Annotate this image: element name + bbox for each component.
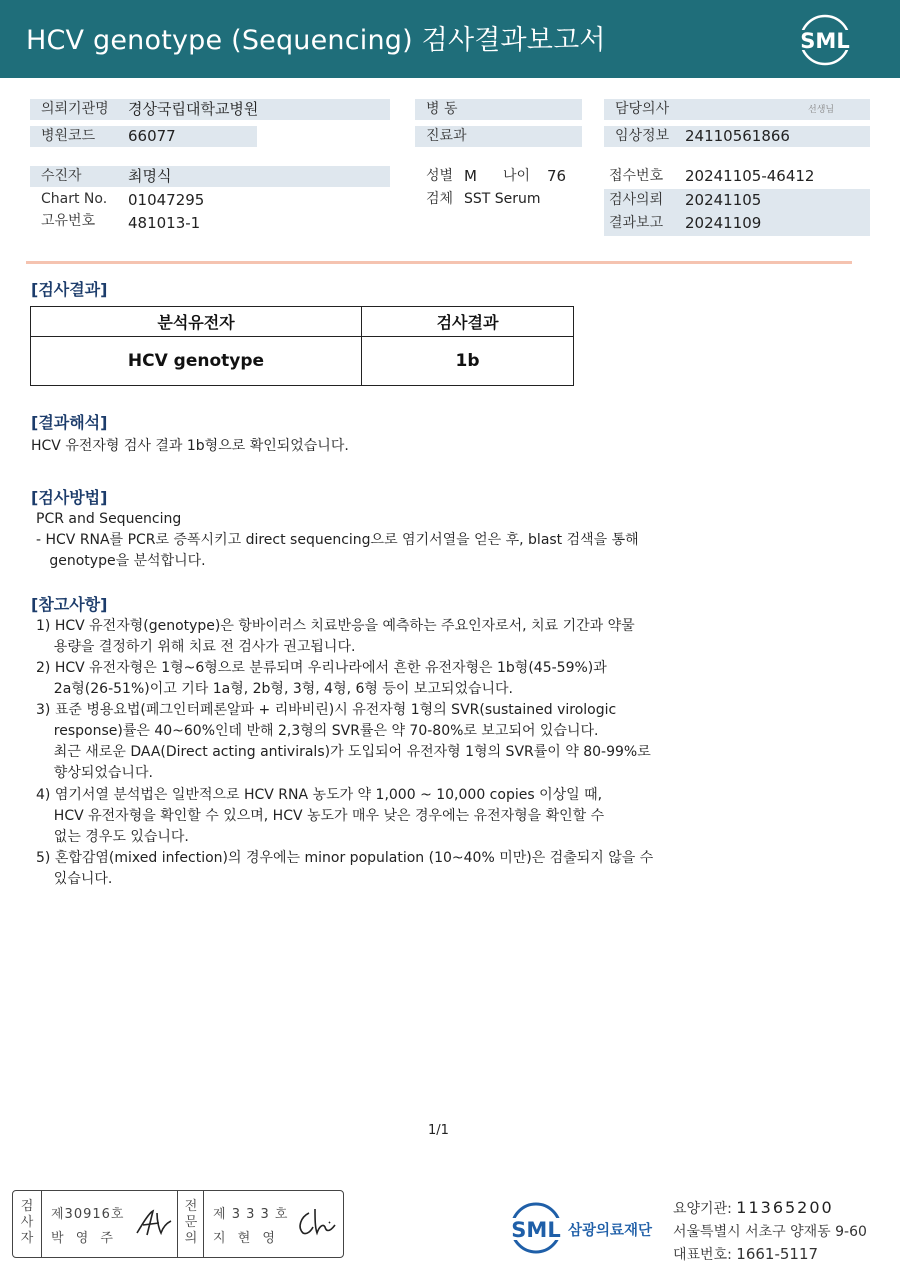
note-line: 용량을 결정하기 위해 치료 전 검사가 권고됩니다.	[36, 639, 356, 655]
chart-value: 01047295	[128, 191, 205, 209]
section-divider	[26, 261, 852, 264]
age-value: 76	[547, 167, 567, 185]
notes-section-title: [참고사항]	[31, 595, 108, 614]
result-cell: 1b	[455, 351, 480, 371]
patient-row	[30, 166, 390, 187]
request-value: 20241105	[685, 191, 762, 209]
inspector-signature	[133, 1205, 177, 1241]
specialist-license: 제 3 3 3 호	[213, 1207, 289, 1222]
signature-box	[12, 1190, 344, 1258]
page-number: 1/1	[428, 1123, 449, 1138]
dept-label: 진료과	[426, 128, 467, 144]
svg-text:SML: SML	[800, 29, 850, 53]
note-line: 5) 혼합감염(mixed infection)의 경우에는 minor population (10~40% 미만)은 검출되지 않을 수	[36, 850, 654, 866]
inspector-license: 제30916호	[51, 1207, 125, 1222]
note-line: 향상되었습니다.	[36, 765, 153, 781]
col-header-result: 검사결과	[436, 313, 499, 332]
note-line: 3) 표준 병용요법(페그인터페론알파 + 리바비린)시 유전자형 1형의 SVR(sustained virologic	[36, 702, 617, 718]
footer-sml-logo	[510, 1200, 660, 1256]
gene-cell: HCV genotype	[127, 351, 265, 371]
hospital-code-value: 66077	[128, 127, 176, 145]
specialist-name: 지 현 영	[213, 1231, 279, 1246]
interpretation-section-title: [결과해석]	[31, 413, 108, 432]
ward-row	[415, 99, 582, 120]
report-title: HCV genotype (Sequencing) 검사결과보고서	[26, 25, 606, 56]
age-label: 나이	[503, 168, 531, 184]
footer-address: 서울특별시 서초구 양재동 9-60	[673, 1224, 867, 1240]
receipt-label: 접수번호	[609, 168, 664, 184]
note-line: 2a형(26-51%)이고 기타 1a형, 2b형, 3형, 4형, 6형 등이 보고되었습니다.	[36, 681, 514, 697]
inspector-label: 검사자	[20, 1199, 34, 1246]
report-header	[0, 0, 900, 78]
inspector-name: 박 영 주	[51, 1231, 117, 1246]
dept-row	[415, 126, 582, 147]
note-line: 4) 염기서열 분석법은 일반적으로 HCV RNA 농도가 약 1,000 ~ 10,000 copies 이상일 때,	[36, 787, 603, 803]
note-line: HCV 유전자형을 확인할 수 있으며, HCV 농도가 매우 낮은 경우에는 유전자형을 확인할 수	[36, 808, 605, 824]
institution-label: 의뢰기관명	[41, 101, 109, 117]
results-section-title: [검사결과]	[31, 280, 108, 299]
id-label: 고유번호	[41, 213, 96, 229]
svg-text:SML: SML	[511, 1218, 561, 1242]
report-value: 20241109	[685, 214, 762, 232]
sml-logo	[796, 12, 854, 68]
specimen-value: SST Serum	[464, 191, 541, 207]
interpretation-text: HCV 유전자형 검사 결과 1b형으로 확인되었습니다.	[31, 438, 349, 454]
ward-label: 병 동	[426, 101, 458, 117]
note-line: 1) HCV 유전자형(genotype)은 항바이러스 치료반응을 예측하는 주요인자로서, 치료 기간과 약물	[36, 618, 635, 634]
sex-value: M	[464, 167, 477, 185]
method-line: - HCV RNA를 PCR로 증폭시키고 direct sequencing으로 염기서열을 얻은 후, blast 검색을 통해	[36, 532, 639, 548]
chart-label: Chart No.	[41, 191, 108, 207]
note-line: 있습니다.	[36, 871, 113, 887]
note-line: response)률은 40~60%인데 반해 2,3형의 SVR률은 약 70-80%로 보고되어 있습니다.	[36, 723, 599, 739]
note-line: 없는 경우도 있습니다.	[36, 829, 189, 845]
results-table	[30, 306, 574, 386]
patient-value: 최명식	[128, 167, 172, 185]
specialist-label: 전문의	[184, 1199, 198, 1246]
id-value: 481013-1	[128, 214, 201, 232]
method-line: genotype을 분석합니다.	[36, 553, 206, 569]
note-line: 2) HCV 유전자형은 1형~6형으로 분류되며 우리나라에서 흔한 유전자형은 1b형(45-59%)과	[36, 660, 607, 676]
hospital-code-label: 병원코드	[41, 128, 96, 144]
clinical-label: 임상정보	[615, 128, 670, 144]
method-line: PCR and Sequencing	[36, 511, 182, 527]
institution-value: 경상국립대학교병원	[128, 100, 259, 118]
clinical-value: 24110561866	[685, 127, 790, 145]
report-label: 결과보고	[609, 215, 664, 231]
institution-code: 요양기관: 11365200	[673, 1198, 834, 1217]
doctor-label: 담당의사	[615, 101, 670, 117]
svg-text:삼광의료재단: 삼광의료재단	[568, 1223, 653, 1239]
method-section-title: [검사방법]	[31, 488, 108, 507]
doctor-suffix: 선생님	[808, 105, 835, 115]
note-line: 최근 새로운 DAA(Direct acting antivirals)가 도입되어 유전자형 1형의 SVR률이 약 80-99%로	[36, 744, 651, 760]
request-label: 검사의뢰	[609, 192, 664, 208]
sex-label: 성별	[426, 168, 454, 184]
specialist-signature	[293, 1205, 339, 1241]
specimen-label: 검체	[426, 191, 454, 207]
footer-phone: 대표번호: 1661-5117	[673, 1245, 819, 1263]
receipt-value: 20241105-46412	[685, 167, 815, 185]
col-header-gene: 분석유전자	[157, 313, 235, 332]
patient-label: 수진자	[41, 168, 82, 184]
